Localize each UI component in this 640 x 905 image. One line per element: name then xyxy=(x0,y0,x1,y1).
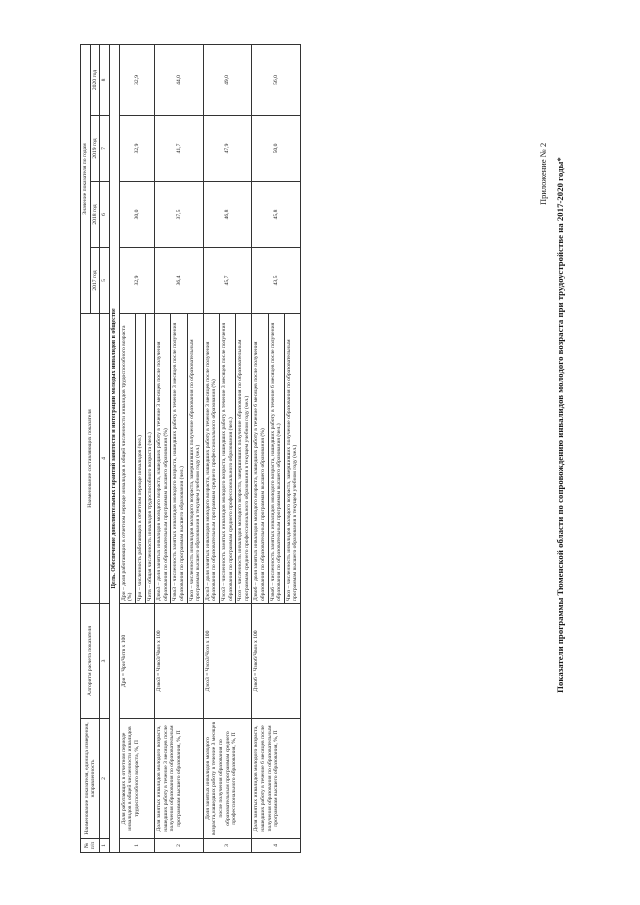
value-2018: 37,5 xyxy=(155,182,204,248)
value-2017: 32,9 xyxy=(119,248,154,314)
col-number: 2 xyxy=(100,719,110,839)
component: Читв – общая численность инвалидов трудоспособного возраста (чел.) xyxy=(145,314,155,604)
value-2018: 46,8 xyxy=(203,182,252,248)
header-algorithm: Алгоритм расчета показателя xyxy=(81,604,100,719)
header-num: № п/п xyxy=(81,839,100,853)
component: Чсоз – численность инвалидов молодого возраста, завершивших получение образования по образовательным программам среднего профессионального образования в текущем учебном году (чел.) xyxy=(236,314,252,604)
header-year: 2018 год xyxy=(90,182,100,248)
col-number: 6 xyxy=(100,182,110,248)
component: Чзво3 – численность занятых инвалидов молодого возраста, нашедших работу в течение 3 месяцев после получения образования по программам высшего образования (чел.) xyxy=(171,314,187,604)
value-2018: 45,8 xyxy=(252,182,301,248)
indicator-name: Доля занятых инвалидов молодого возраста, нашедших работу в течение 3 месяцев после получения образования по образовательным программам высшего образования, %, П xyxy=(155,719,204,839)
col-number: 7 xyxy=(100,116,110,182)
header-values-group: Значение показателя по годам xyxy=(81,44,91,313)
value-2019: 47,9 xyxy=(203,116,252,182)
table-row xyxy=(155,44,171,852)
header-year: 2020 год xyxy=(90,44,100,115)
algorithm: Дри = Чри/Читв х 100 xyxy=(119,604,154,719)
header-year: 2019 год xyxy=(90,116,100,182)
col-number: 1 xyxy=(100,839,110,853)
row-number: 1 xyxy=(119,839,154,853)
component: Чзво6 – численность занятых инвалидов молодого возраста, нашедших работу в течение 6 месяцев после получения образования по образовательным программам высшего образования (чел.) xyxy=(268,314,284,604)
algorithm: Дзво6 = Чзво6/Чвоз х 100 xyxy=(252,604,301,719)
header-year: 2017 год xyxy=(90,248,100,314)
component: Чзсо3 – численность занятых инвалидов молодого возраста, нашедших работу в течение 3 месяцев после получения образования по программам среднего профессионального образования (чел.) xyxy=(219,314,235,604)
col-number: 3 xyxy=(100,604,110,719)
indicator-name: Доля работающих в отчетном периоде инвалидов в общей численности инвалидов трудоспособного возраста, %, П xyxy=(119,719,154,839)
col-number: 5 xyxy=(100,248,110,314)
row-number: 4 xyxy=(252,839,301,853)
algorithm: Дзво3 = Чзво3/Чвоз х 100 xyxy=(155,604,204,719)
table-row xyxy=(119,44,135,852)
value-2019: 41,7 xyxy=(155,116,204,182)
indicators-table xyxy=(80,44,301,853)
value-2019: 50,0 xyxy=(252,116,301,182)
value-2017: 36,4 xyxy=(155,248,204,314)
appendix-label: Приложение № 2 xyxy=(538,142,548,205)
value-2018: 30,0 xyxy=(119,182,154,248)
component: Чри – численность работающих в отчетном периоде инвалидов (чел.) xyxy=(136,314,146,604)
value-2020: 44,0 xyxy=(155,44,204,115)
col-number: 8 xyxy=(100,44,110,115)
document-title: Показатели программы Тюменской области по сопровождению инвалидов молодого возраста при трудоустройстве на 2017-2020 годы* xyxy=(555,157,565,693)
table-row xyxy=(252,44,268,852)
component: Дзво3 – доля занятых инвалидов молодого возраста, нашедших работу в течение 3 месяцев после получения образования по образовательным программам высшего образования (%) xyxy=(155,314,171,604)
value-2017: 43,5 xyxy=(252,248,301,314)
row-number: 3 xyxy=(203,839,252,853)
component: Чвоз – численность инвалидов молодого возраста, завершивших получение образования по образовательным программам высшего образования в текущем учебном году (чел.) xyxy=(187,314,203,604)
goal-row: Цель. Обеспечение дополнительных гарантий занятости и интеграции молодых инвалидов в обществе xyxy=(109,44,119,852)
indicator-name: Доля занятых инвалидов молодого возраста,нашедших работу в течение 3 месяцев после получения образования по образовательным программам среднего профессионального образования, %, П xyxy=(203,719,252,839)
header-components: Наименование составляющих показателя xyxy=(81,314,100,604)
header-name: Наименование показателя, единица измерения, направленность xyxy=(81,719,100,839)
value-2020: 49,0 xyxy=(203,44,252,115)
col-number: 4 xyxy=(100,314,110,604)
component: Дзво6 – доля занятых инвалидов молодого возраста, нашедших работу в течение 6 месяцев после получения образования по образовательным программам высшего образования (%) xyxy=(252,314,268,604)
indicator-name: Доля занятых инвалидов молодого возраста, нашедших работу в течение 6 месяцев после получения образования по образовательным программам высшего образования, %, П xyxy=(252,719,301,839)
value-2020: 56,0 xyxy=(252,44,301,115)
component: Чвоз – численность инвалидов молодого возраста, завершивших получение образования по образовательным программам высшего образования в текущем учебном году (чел.) xyxy=(284,314,300,604)
value-2019: 32,9 xyxy=(119,116,154,182)
row-number: 2 xyxy=(155,839,204,853)
component: Дзсо3 – доля занятых инвалидов молодого возраста, нашедших работу в течение 3 месяцев после получения образования по образовательным программам среднего профессионального образования (%) xyxy=(203,314,219,604)
table-row xyxy=(203,44,219,852)
algorithm: Дзсо3 = Чзсо3/Чсоз х 100 xyxy=(203,604,252,719)
value-2020: 32,9 xyxy=(119,44,154,115)
value-2017: 45,7 xyxy=(203,248,252,314)
component: Дри – доля работающих в отчетном периоде инвалидов в общей численности инвалидов трудоспособного возраста (%) xyxy=(119,314,135,604)
